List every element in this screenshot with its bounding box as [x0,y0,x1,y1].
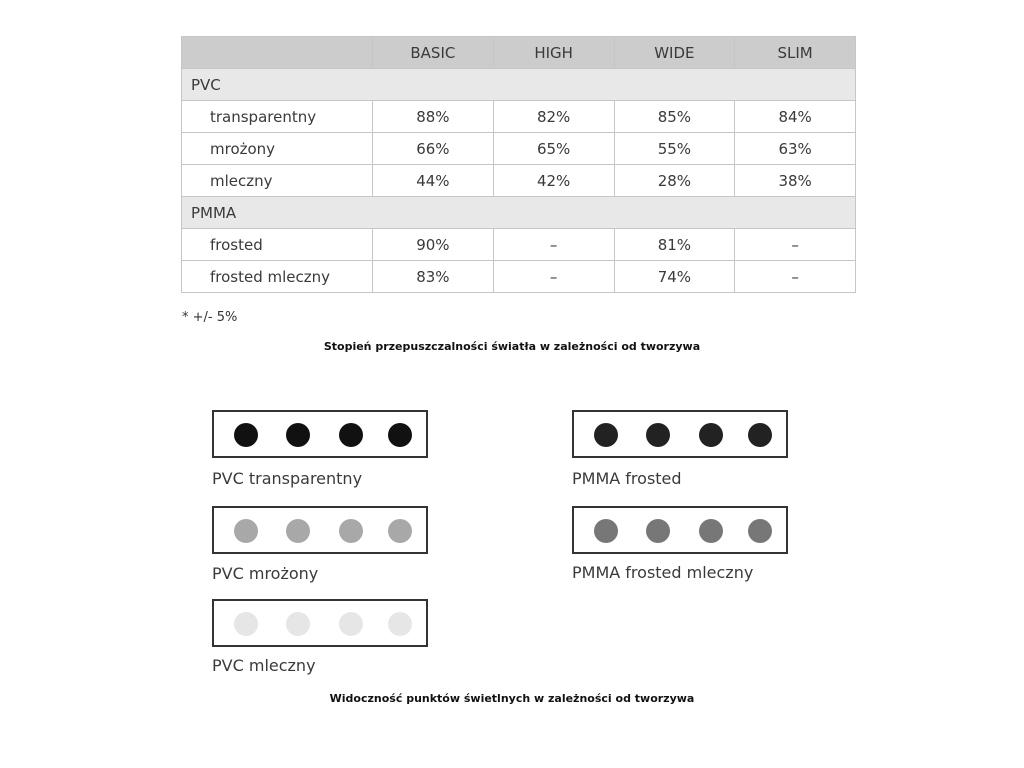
table-cell: 85% [614,101,735,133]
table-cell: 82% [493,101,614,133]
table-cell: 88% [373,101,494,133]
light-dot [388,519,412,543]
group-row-pmma [182,197,856,229]
panel-label: PVC mrożony [212,564,319,583]
table-cell: 28% [614,165,735,197]
group-row-pvc [182,69,856,101]
row-label: frosted mleczny [182,261,373,293]
table-cell: 81% [614,229,735,261]
panel-label: PVC mleczny [212,656,316,675]
row-label: transparentny [182,101,373,133]
tolerance-note: * +/- 5% [182,310,238,325]
light-dot [234,612,258,636]
light-dot [699,519,723,543]
light-dot [234,423,258,447]
light-dot [234,519,258,543]
table-cell: – [735,229,856,261]
table-cell: 84% [735,101,856,133]
table-row [182,261,856,293]
panel-label: PMMA frosted mleczny [572,563,754,582]
table-cell: 38% [735,165,856,197]
light-dot [339,519,363,543]
light-dot [646,423,670,447]
light-dot [699,423,723,447]
row-label: mleczny [182,165,373,197]
light-dot [646,519,670,543]
light-dot [286,423,310,447]
light-dot [286,519,310,543]
table-cell: – [735,261,856,293]
light-dot [594,423,618,447]
panel-label: PMMA frosted [572,469,682,488]
header-corner [182,37,373,69]
table-cell: – [493,261,614,293]
header-slim: SLIM [735,37,856,69]
table-cell: 66% [373,133,494,165]
header-wide: WIDE [614,37,735,69]
dot-box [572,410,788,458]
table-cell: 90% [373,229,494,261]
table-cell: 74% [614,261,735,293]
light-dot [594,519,618,543]
table-cell: 44% [373,165,494,197]
table-cell: 55% [614,133,735,165]
table-cell: – [493,229,614,261]
light-dot [388,612,412,636]
light-dot [748,423,772,447]
table-row [182,165,856,197]
header-basic: BASIC [373,37,494,69]
light-dot [748,519,772,543]
panel-label: PVC transparentny [212,469,363,488]
table-caption: Stopień przepuszczalności światła w zależności od tworzywa [323,340,701,353]
table-cell: 65% [493,133,614,165]
table-cell: 42% [493,165,614,197]
group-label: PVC [182,69,856,101]
table-header-row [182,37,856,69]
dot-box [572,506,788,554]
table-row [182,229,856,261]
dot-box [212,506,428,554]
light-dot [339,612,363,636]
header-high: HIGH [493,37,614,69]
dot-box [212,599,428,647]
table-cell: 63% [735,133,856,165]
table-row [182,133,856,165]
light-dot [339,423,363,447]
visibility-caption: Widoczność punktów świetlnych w zależności od tworzywa [329,692,695,705]
light-dot [388,423,412,447]
light-dot [286,612,310,636]
table-cell: 83% [373,261,494,293]
row-label: frosted [182,229,373,261]
light-transmission-table [181,36,856,293]
group-label: PMMA [182,197,856,229]
table-row [182,101,856,133]
dot-box [212,410,428,458]
row-label: mrożony [182,133,373,165]
